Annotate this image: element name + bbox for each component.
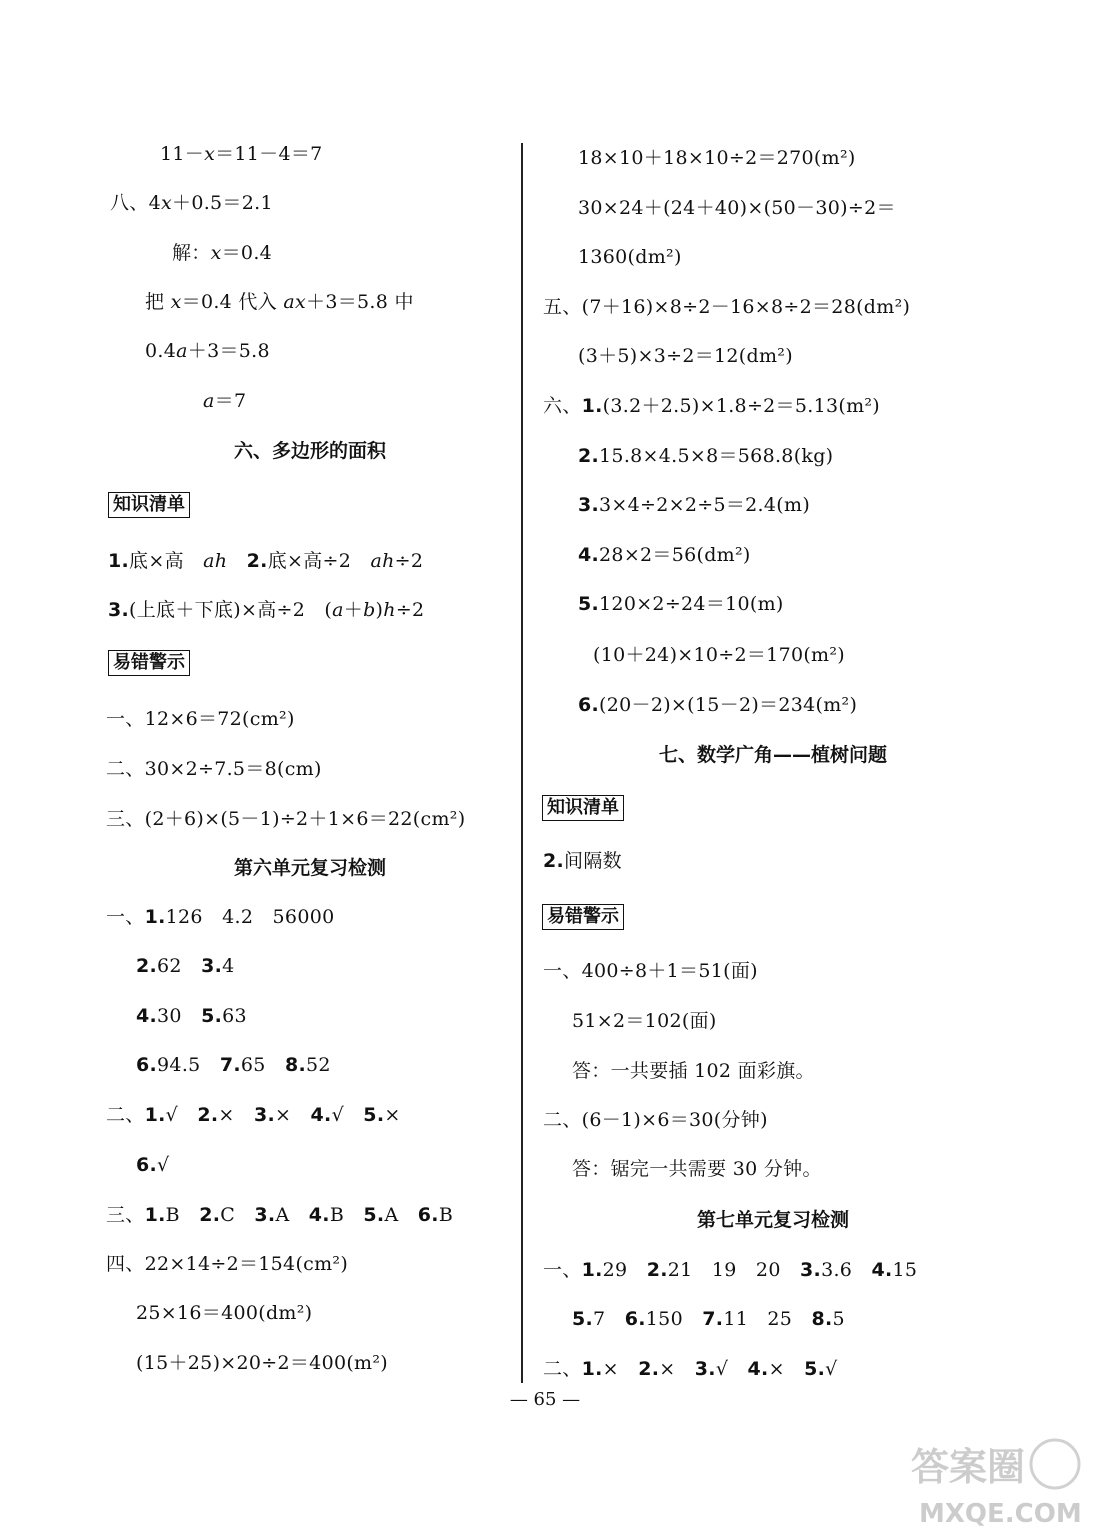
- line-text: 120×2÷24＝10(m): [599, 593, 784, 615]
- line-text: (15＋25)×20÷2＝400(m²): [136, 1352, 389, 1374]
- watermark-logo: [905, 1432, 1085, 1530]
- boxed-label: 知识清单: [108, 492, 190, 518]
- right-line: [572, 1306, 845, 1332]
- line-text: 底×高: [129, 550, 204, 572]
- line-text: √: [715, 1358, 748, 1380]
- left-line: [136, 953, 235, 979]
- item-number: 5.: [363, 1204, 385, 1226]
- line-text: 29: [602, 1259, 647, 1281]
- item-number: 6.: [417, 1204, 439, 1226]
- line-text: ÷2: [394, 550, 424, 572]
- item-number: 4.: [578, 544, 600, 566]
- item-number: 8.: [284, 1054, 307, 1076]
- left-line: [145, 289, 414, 315]
- line-text: 15.8×4.5×8＝568.8(kg): [599, 445, 834, 467]
- item-number: 2.: [197, 1104, 219, 1126]
- item-number: 2.: [136, 955, 158, 977]
- right-line: [572, 1058, 815, 1084]
- item-number: 6.: [578, 694, 600, 716]
- item-number: 4.: [310, 1104, 332, 1126]
- item-number: 3.: [108, 599, 130, 621]
- left-line: [136, 1350, 388, 1376]
- line-text: 三、(2＋6)×(5－1)÷2＋1×6＝22(cm²): [106, 808, 466, 830]
- left-line: [106, 706, 295, 732]
- line-text: ＝0.4: [221, 242, 273, 264]
- item-number: 8.: [811, 1308, 833, 1330]
- left-line: [108, 597, 424, 623]
- left-line: [106, 756, 322, 782]
- line-text: 四、22×14÷2＝154(cm²): [106, 1253, 349, 1275]
- right-line: [543, 294, 910, 320]
- line-text: 21 19 20: [667, 1259, 801, 1281]
- line-text: ＝0.4 代入: [181, 291, 284, 313]
- boxed-label: 知识清单: [542, 795, 624, 821]
- line-text: B: [329, 1204, 364, 1226]
- item-number: 2.: [578, 445, 600, 467]
- line-text: 0.4: [145, 340, 177, 362]
- math-variable: x: [170, 291, 182, 313]
- item-number: 5.: [201, 1005, 223, 1027]
- line-text: 二、30×2÷7.5＝8(cm): [106, 758, 322, 780]
- line-text: B: [438, 1204, 454, 1226]
- right-line: [578, 343, 793, 369]
- item-number: 2.: [246, 550, 268, 572]
- line-text: 150: [645, 1308, 703, 1330]
- right-line: [543, 1107, 768, 1133]
- line-text: 1360(dm²): [578, 246, 682, 268]
- line-text: 一、: [543, 1259, 582, 1281]
- line-text: ＋: [343, 599, 364, 621]
- line-text: 二、: [106, 1104, 145, 1126]
- item-number: 6.: [136, 1154, 158, 1176]
- left-line: [110, 190, 273, 216]
- right-line: [572, 1008, 717, 1034]
- watermark-top-text: 答案圈: [911, 1445, 1026, 1489]
- line-text: 3×4÷2×2÷5＝2.4(m): [599, 494, 811, 516]
- math-variable: ah: [203, 550, 228, 572]
- item-number: 5.: [804, 1358, 826, 1380]
- section-heading: 七、数学广角——植树问题: [658, 744, 887, 766]
- math-variable: h: [383, 599, 396, 621]
- left-line: [203, 388, 246, 414]
- line-text: (3＋5)×3÷2＝12(dm²): [578, 345, 793, 367]
- math-variable: x: [210, 242, 222, 264]
- line-text: √: [825, 1358, 838, 1380]
- line-text: 15: [892, 1259, 918, 1281]
- line-text: 解：: [172, 242, 211, 264]
- line-text: 底×高÷2: [267, 550, 371, 572]
- item-number: 7.: [219, 1054, 241, 1076]
- left-line: [136, 1300, 312, 1326]
- item-number: 6.: [136, 1054, 158, 1076]
- line-text: 30: [157, 1005, 202, 1027]
- item-number: 1.: [144, 1104, 166, 1126]
- right-line: [593, 642, 845, 668]
- page-number: — 65 —: [509, 1389, 581, 1410]
- line-text: ×: [275, 1104, 311, 1126]
- left-line: [106, 1202, 453, 1228]
- line-text: 5: [832, 1308, 845, 1330]
- item-number: 1.: [144, 1204, 166, 1226]
- line-text: 3.6: [821, 1259, 872, 1281]
- line-text: (10＋24)×10÷2＝170(m²): [593, 644, 846, 666]
- line-text: C: [220, 1204, 255, 1226]
- item-number: 1.: [108, 550, 130, 572]
- left-line: [106, 1102, 401, 1128]
- item-number: 5.: [572, 1308, 594, 1330]
- item-number: 3.: [254, 1204, 276, 1226]
- line-text: 63: [222, 1005, 247, 1027]
- line-text: √: [331, 1104, 364, 1126]
- line-text: ＝11－4＝7: [215, 143, 323, 165]
- line-text: 7: [593, 1308, 625, 1330]
- line-text: 4: [222, 955, 235, 977]
- line-text: A: [275, 1204, 309, 1226]
- line-text: 11－: [160, 143, 205, 165]
- item-number: 5.: [363, 1104, 385, 1126]
- item-number: 1.: [581, 1358, 603, 1380]
- line-text: ÷2: [395, 599, 425, 621]
- line-text: ): [375, 599, 384, 621]
- left-line: [145, 338, 270, 364]
- line-text: 62: [157, 955, 202, 977]
- section-heading: 第六单元复习检测: [233, 857, 386, 879]
- left-line: [160, 141, 323, 167]
- line-text: 126 4.2 56000: [165, 906, 335, 928]
- item-number: 4.: [871, 1259, 893, 1281]
- item-number: 2.: [199, 1204, 221, 1226]
- item-number: 3.: [694, 1358, 716, 1380]
- line-text: ×: [384, 1104, 401, 1126]
- line-text: ×: [768, 1358, 805, 1380]
- line-text: 一、400÷8＋1＝51(面): [543, 960, 758, 982]
- item-number: 1.: [144, 906, 166, 928]
- line-text: 二、: [543, 1358, 582, 1380]
- line-text: 一、12×6＝72(cm²): [106, 708, 295, 730]
- right-line: [578, 542, 751, 568]
- item-number: 3.: [253, 1104, 275, 1126]
- right-line: [543, 1356, 838, 1382]
- line-text: A: [384, 1204, 418, 1226]
- watermark-bottom-text: MXQE.COM: [919, 1499, 1082, 1529]
- line-text: (上底＋下底)×高÷2 (: [129, 599, 333, 621]
- item-number: 2.: [646, 1259, 668, 1281]
- line-text: ＝7: [214, 390, 247, 412]
- item-number: 6.: [624, 1308, 646, 1330]
- line-text: ＋3＝5.8 中: [306, 291, 414, 313]
- left-line: [136, 1003, 247, 1029]
- item-number: 4.: [747, 1358, 769, 1380]
- math-variable: a: [203, 390, 215, 412]
- line-text: 65: [240, 1054, 285, 1076]
- right-line: [578, 492, 810, 518]
- left-line: [106, 904, 334, 930]
- line-text: √: [165, 1104, 198, 1126]
- right-line: [543, 958, 758, 984]
- item-number: 3.: [578, 494, 600, 516]
- line-text: ＋3＝5.8: [187, 340, 270, 362]
- line-text: √: [157, 1154, 170, 1176]
- math-variable: x: [204, 143, 216, 165]
- math-variable: a: [176, 340, 188, 362]
- item-number: 4.: [308, 1204, 330, 1226]
- left-line: [108, 548, 423, 574]
- line-text: 28×2＝56(dm²): [599, 544, 751, 566]
- right-line: [578, 145, 856, 171]
- item-number: 3.: [201, 955, 223, 977]
- line-text: 51×2＝102(面): [572, 1010, 717, 1032]
- line-text: 把: [145, 291, 171, 313]
- math-variable: ax: [283, 291, 307, 313]
- item-number: 1.: [581, 395, 603, 417]
- math-variable: ah: [370, 550, 395, 572]
- left-line: [106, 1251, 348, 1277]
- right-line: [543, 1257, 917, 1283]
- item-number: 3.: [800, 1259, 822, 1281]
- left-line: [172, 240, 272, 266]
- item-number: 4.: [136, 1005, 158, 1027]
- line-text: B: [165, 1204, 200, 1226]
- line-text: 五、(7＋16)×8÷2－16×8÷2＝28(dm²): [543, 296, 911, 318]
- line-text: 25×16＝400(dm²): [136, 1302, 313, 1324]
- left-line: [136, 1152, 169, 1178]
- item-number: 7.: [702, 1308, 724, 1330]
- right-line: [543, 393, 880, 419]
- line-text: (20－2)×(15－2)＝234(m²): [599, 694, 858, 716]
- line-text: ×: [602, 1358, 639, 1380]
- line-text: ×: [218, 1104, 254, 1126]
- math-variable: x: [161, 192, 173, 214]
- line-text: 30×24＋(24＋40)×(50－30)÷2＝: [578, 197, 896, 219]
- line-text: ＋0.5＝2.1: [172, 192, 273, 214]
- line-text: 答：一共要插 102 面彩旗。: [572, 1060, 815, 1082]
- line-text: 答：锯完一共需要 30 分钟。: [572, 1158, 822, 1180]
- item-number: 1.: [581, 1259, 603, 1281]
- item-number: 5.: [578, 593, 600, 615]
- boxed-label: 易错警示: [108, 650, 190, 676]
- right-line: [578, 692, 857, 718]
- line-text: 六、: [543, 395, 582, 417]
- right-line: [578, 244, 682, 270]
- line-text: 二、(6－1)×6＝30(分钟): [543, 1109, 768, 1131]
- section-heading: 第七单元复习检测: [696, 1209, 849, 1231]
- line-text: 八、4: [110, 192, 161, 214]
- math-variable: b: [363, 599, 376, 621]
- line-text: [227, 550, 246, 572]
- line-text: (3.2＋2.5)×1.8÷2＝5.13(m²): [602, 395, 881, 417]
- right-line: [578, 195, 896, 221]
- item-number: 2.: [543, 850, 565, 872]
- line-text: 一、: [106, 906, 145, 928]
- right-line: [578, 443, 833, 469]
- left-line: [136, 1052, 331, 1078]
- column-divider: [521, 143, 523, 1383]
- boxed-label: 易错警示: [542, 904, 624, 930]
- right-line: [572, 1156, 822, 1182]
- right-line: [578, 591, 784, 617]
- line-text: 18×10＋18×10÷2＝270(m²): [578, 147, 856, 169]
- right-line: [543, 848, 622, 874]
- line-text: 52: [306, 1054, 331, 1076]
- section-heading: 六、多边形的面积: [233, 440, 386, 462]
- left-line: [106, 806, 465, 832]
- item-number: 2.: [638, 1358, 660, 1380]
- line-text: ×: [659, 1358, 695, 1380]
- line-text: 11 25: [723, 1308, 812, 1330]
- line-text: 94.5: [157, 1054, 220, 1076]
- line-text: 三、: [106, 1204, 145, 1226]
- math-variable: a: [332, 599, 344, 621]
- line-text: 间隔数: [564, 850, 622, 872]
